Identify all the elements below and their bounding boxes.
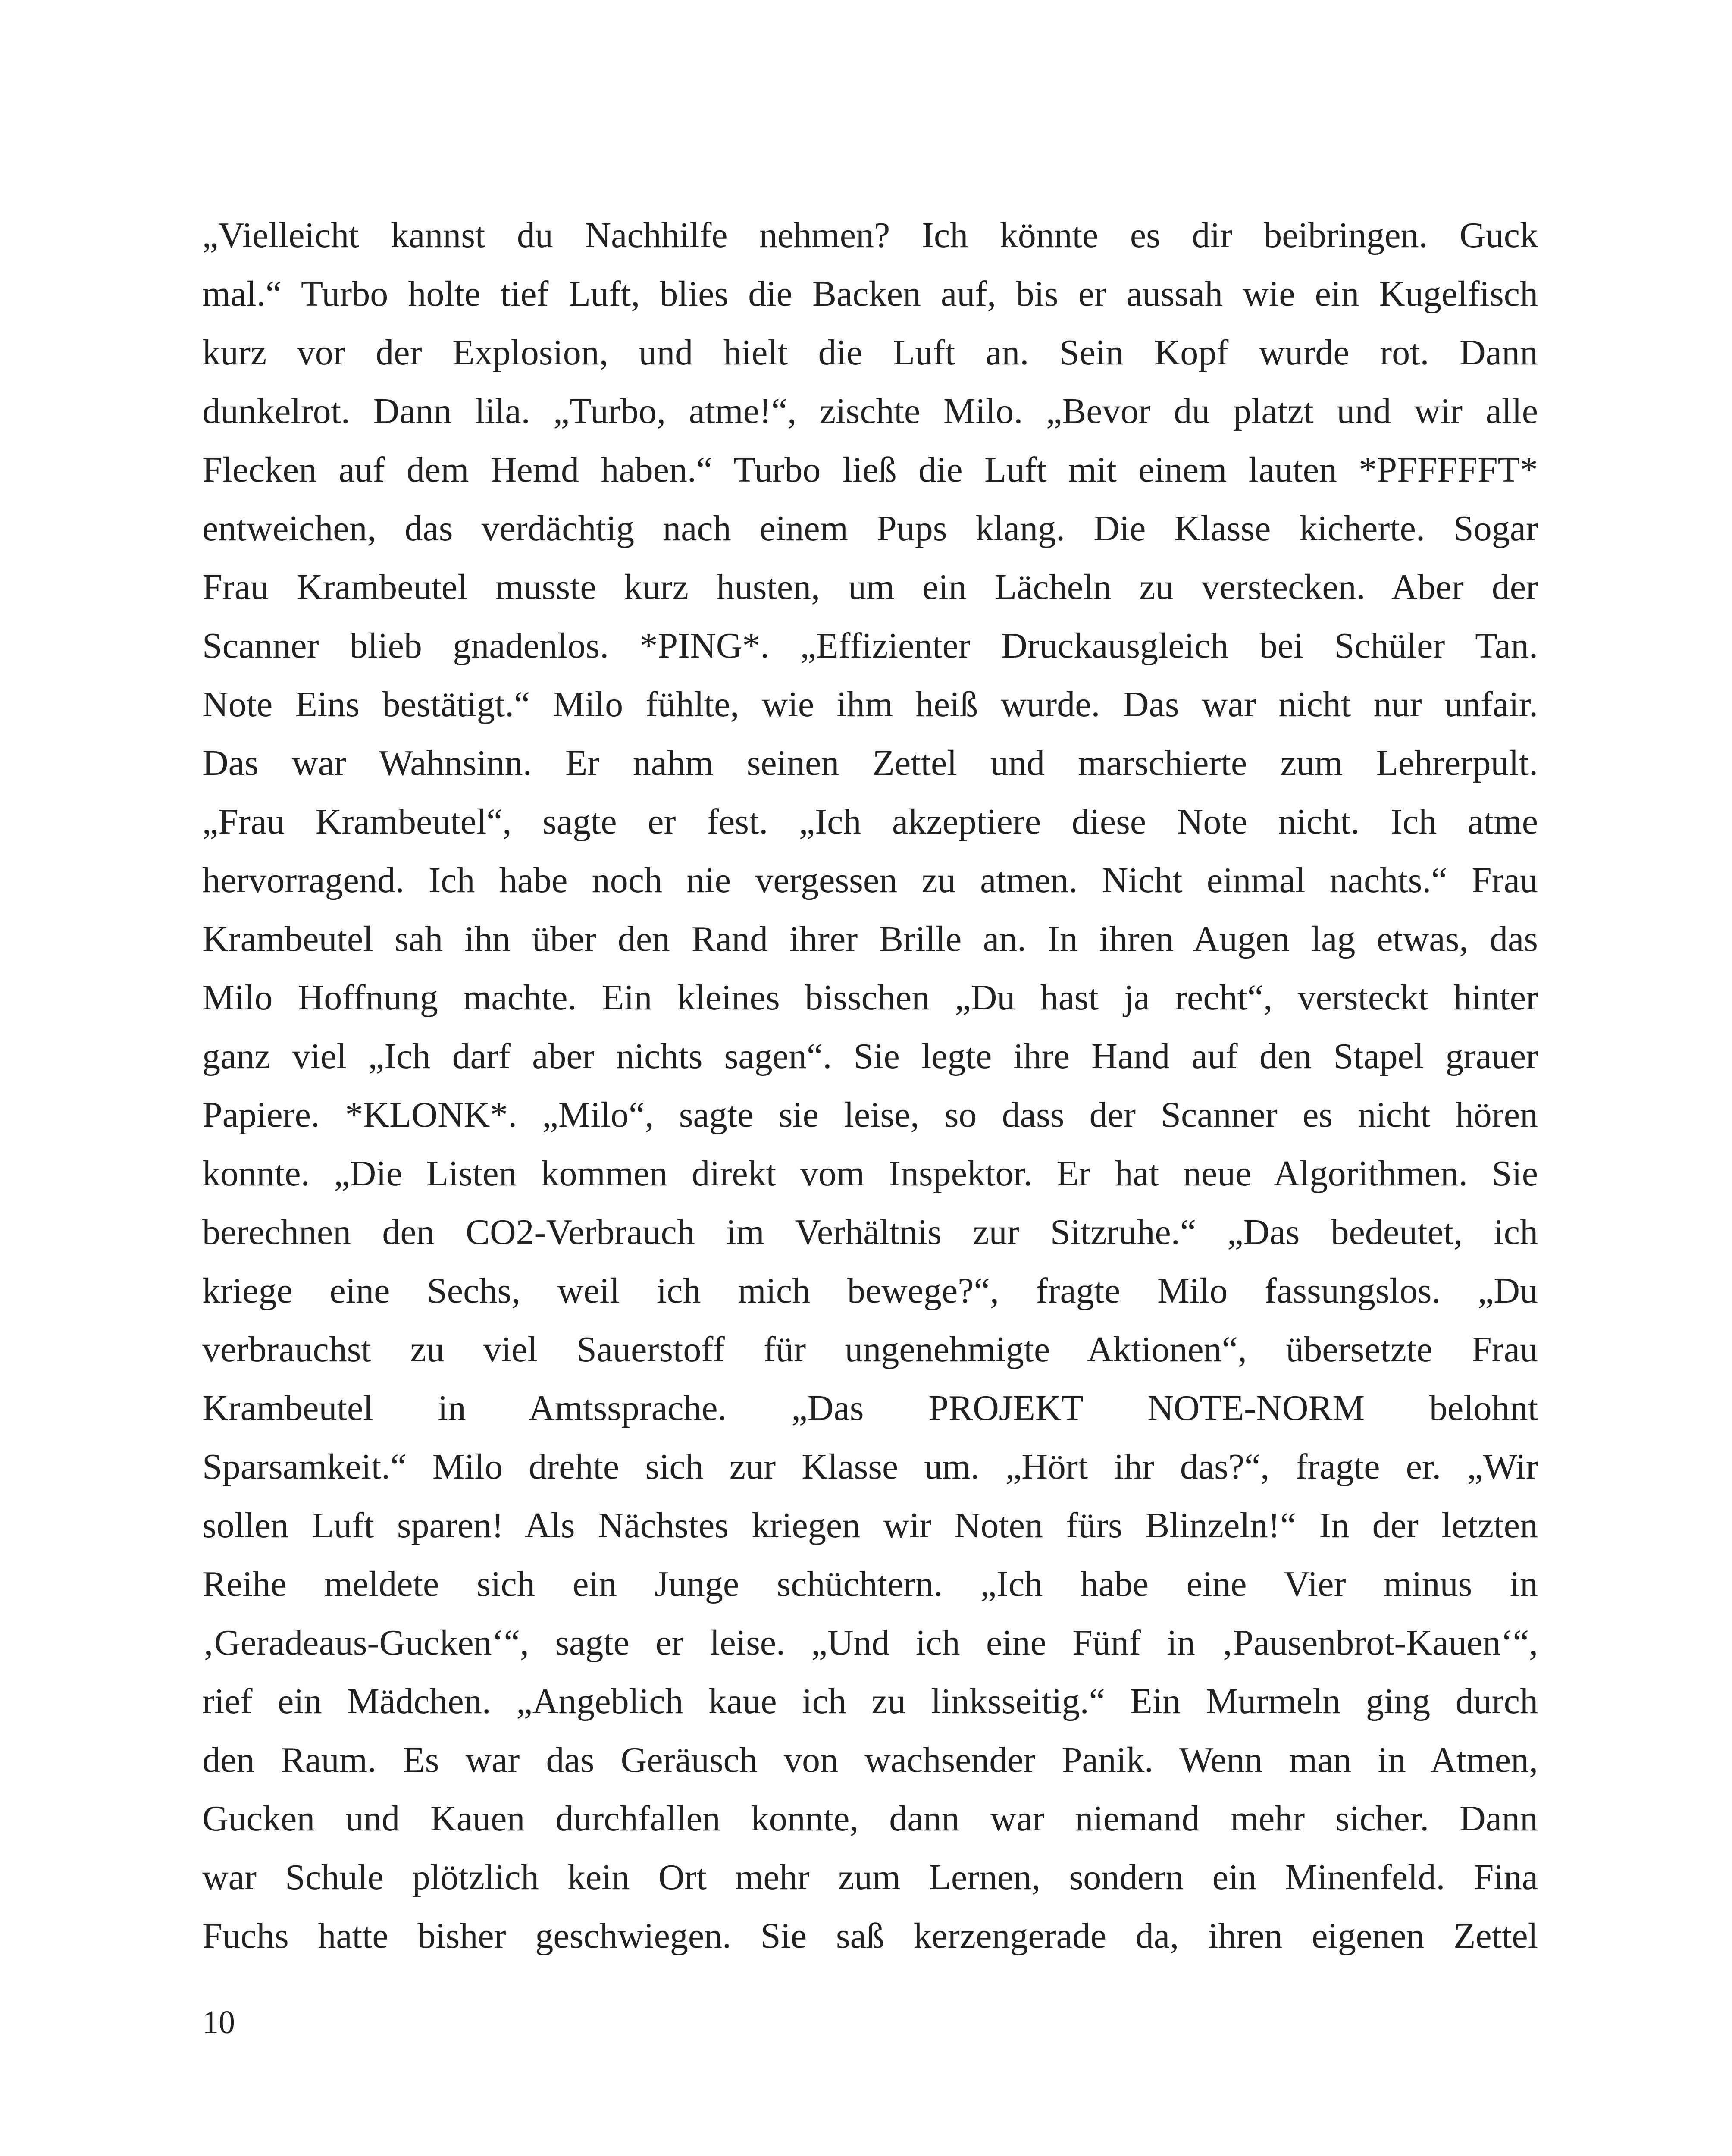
text-line: hervorragend. Ich habe noch nie vergessen zu atmen. Nicht einmal nachts.“ Frau (202, 860, 1538, 900)
text-line: Milo Hoffnung machte. Ein kleines bisschen „Du hast ja recht“, versteckt hinter (202, 978, 1538, 1018)
text-line: berechnen den CO2-Verbrauch im Verhältnis zur Sitzruhe.“ „Das bedeutet, ich (202, 1212, 1538, 1252)
text-line: Sparsamkeit.“ Milo drehte sich zur Klasse um. „Hört ihr das?“, fragte er. „Wir (202, 1447, 1538, 1487)
text-line: verbrauchst zu viel Sauerstoff für ungenehmigte Aktionen“, übersetzte Frau (202, 1329, 1538, 1369)
text-line: mal.“ Turbo holte tief Luft, blies die Backen auf, bis er aussah wie ein Kugelfisch (202, 274, 1538, 314)
text-line: war Schule plötzlich kein Ort mehr zum Lernen, sondern ein Minenfeld. Fina (202, 1857, 1538, 1897)
text-line: entweichen, das verdächtig nach einem Pups klang. Die Klasse kicherte. Sogar (202, 508, 1538, 548)
text-line: Krambeutel in Amtssprache. „Das PROJEKT NOTE-NORM belohnt (202, 1388, 1538, 1428)
text-line: kurz vor der Explosion, und hielt die Luft an. Sein Kopf wurde rot. Dann (202, 332, 1538, 373)
text-line: sollen Luft sparen! Als Nächstes kriegen wir Noten fürs Blinzeln!“ In der letzten (202, 1505, 1538, 1545)
text-line: dunkelrot. Dann lila. „Turbo, atme!“, zischte Milo. „Bevor du platzt und wir alle (202, 391, 1538, 431)
text-line: Reihe meldete sich ein Junge schüchtern. „Ich habe eine Vier minus in (202, 1564, 1538, 1604)
text-line: rief ein Mädchen. „Angeblich kaue ich zu linksseitig.“ Ein Murmeln ging durch (202, 1681, 1538, 1721)
text-line: ganz viel „Ich darf aber nichts sagen“. Sie legte ihre Hand auf den Stapel grauer (202, 1036, 1538, 1076)
text-line: Fuchs hatte bisher geschwiegen. Sie saß kerzengerade da, ihren eigenen Zettel (202, 1916, 1538, 1956)
page-number: 10 (202, 2004, 235, 2040)
text-line: Scanner blieb gnadenlos. *PING*. „Effizienter Druckausgleich bei Schüler Tan. (202, 626, 1538, 666)
text-line: Flecken auf dem Hemd haben.“ Turbo ließ die Luft mit einem lauten *PFFFFFT* (202, 450, 1538, 490)
text-line: ‚Geradeaus-Gucken‘“, sagte er leise. „Und ich eine Fünf in ‚Pausenbrot-Kauen‘“, (202, 1623, 1538, 1663)
text-line: Das war Wahnsinn. Er nahm seinen Zettel und marschierte zum Lehrerpult. (202, 743, 1538, 783)
text-line: Papiere. *KLONK*. „Milo“, sagte sie leise, so dass der Scanner es nicht hören (202, 1095, 1538, 1135)
text-line: Note Eins bestätigt.“ Milo fühlte, wie ihm heiß wurde. Das war nicht nur unfair. (202, 684, 1538, 724)
text-line: Frau Krambeutel musste kurz husten, um ein Lächeln zu verstecken. Aber der (202, 567, 1538, 607)
body-text (202, 206, 1538, 1965)
text-line: konnte. „Die Listen kommen direkt vom Inspektor. Er hat neue Algorithmen. Sie (202, 1153, 1538, 1194)
text-line: „Frau Krambeutel“, sagte er fest. „Ich akzeptiere diese Note nicht. Ich atme (202, 802, 1538, 842)
text-line: den Raum. Es war das Geräusch von wachsender Panik. Wenn man in Atmen, (202, 1740, 1538, 1780)
text-line: Gucken und Kauen durchfallen konnte, dann war niemand mehr sicher. Dann (202, 1799, 1538, 1839)
text-line: „Vielleicht kannst du Nachhilfe nehmen? Ich könnte es dir beibringen. Guck (202, 215, 1538, 255)
text-line: kriege eine Sechs, weil ich mich bewege?“, fragte Milo fassungslos. „Du (202, 1271, 1538, 1311)
text-line: Krambeutel sah ihn über den Rand ihrer Brille an. In ihren Augen lag etwas, das (202, 919, 1538, 959)
